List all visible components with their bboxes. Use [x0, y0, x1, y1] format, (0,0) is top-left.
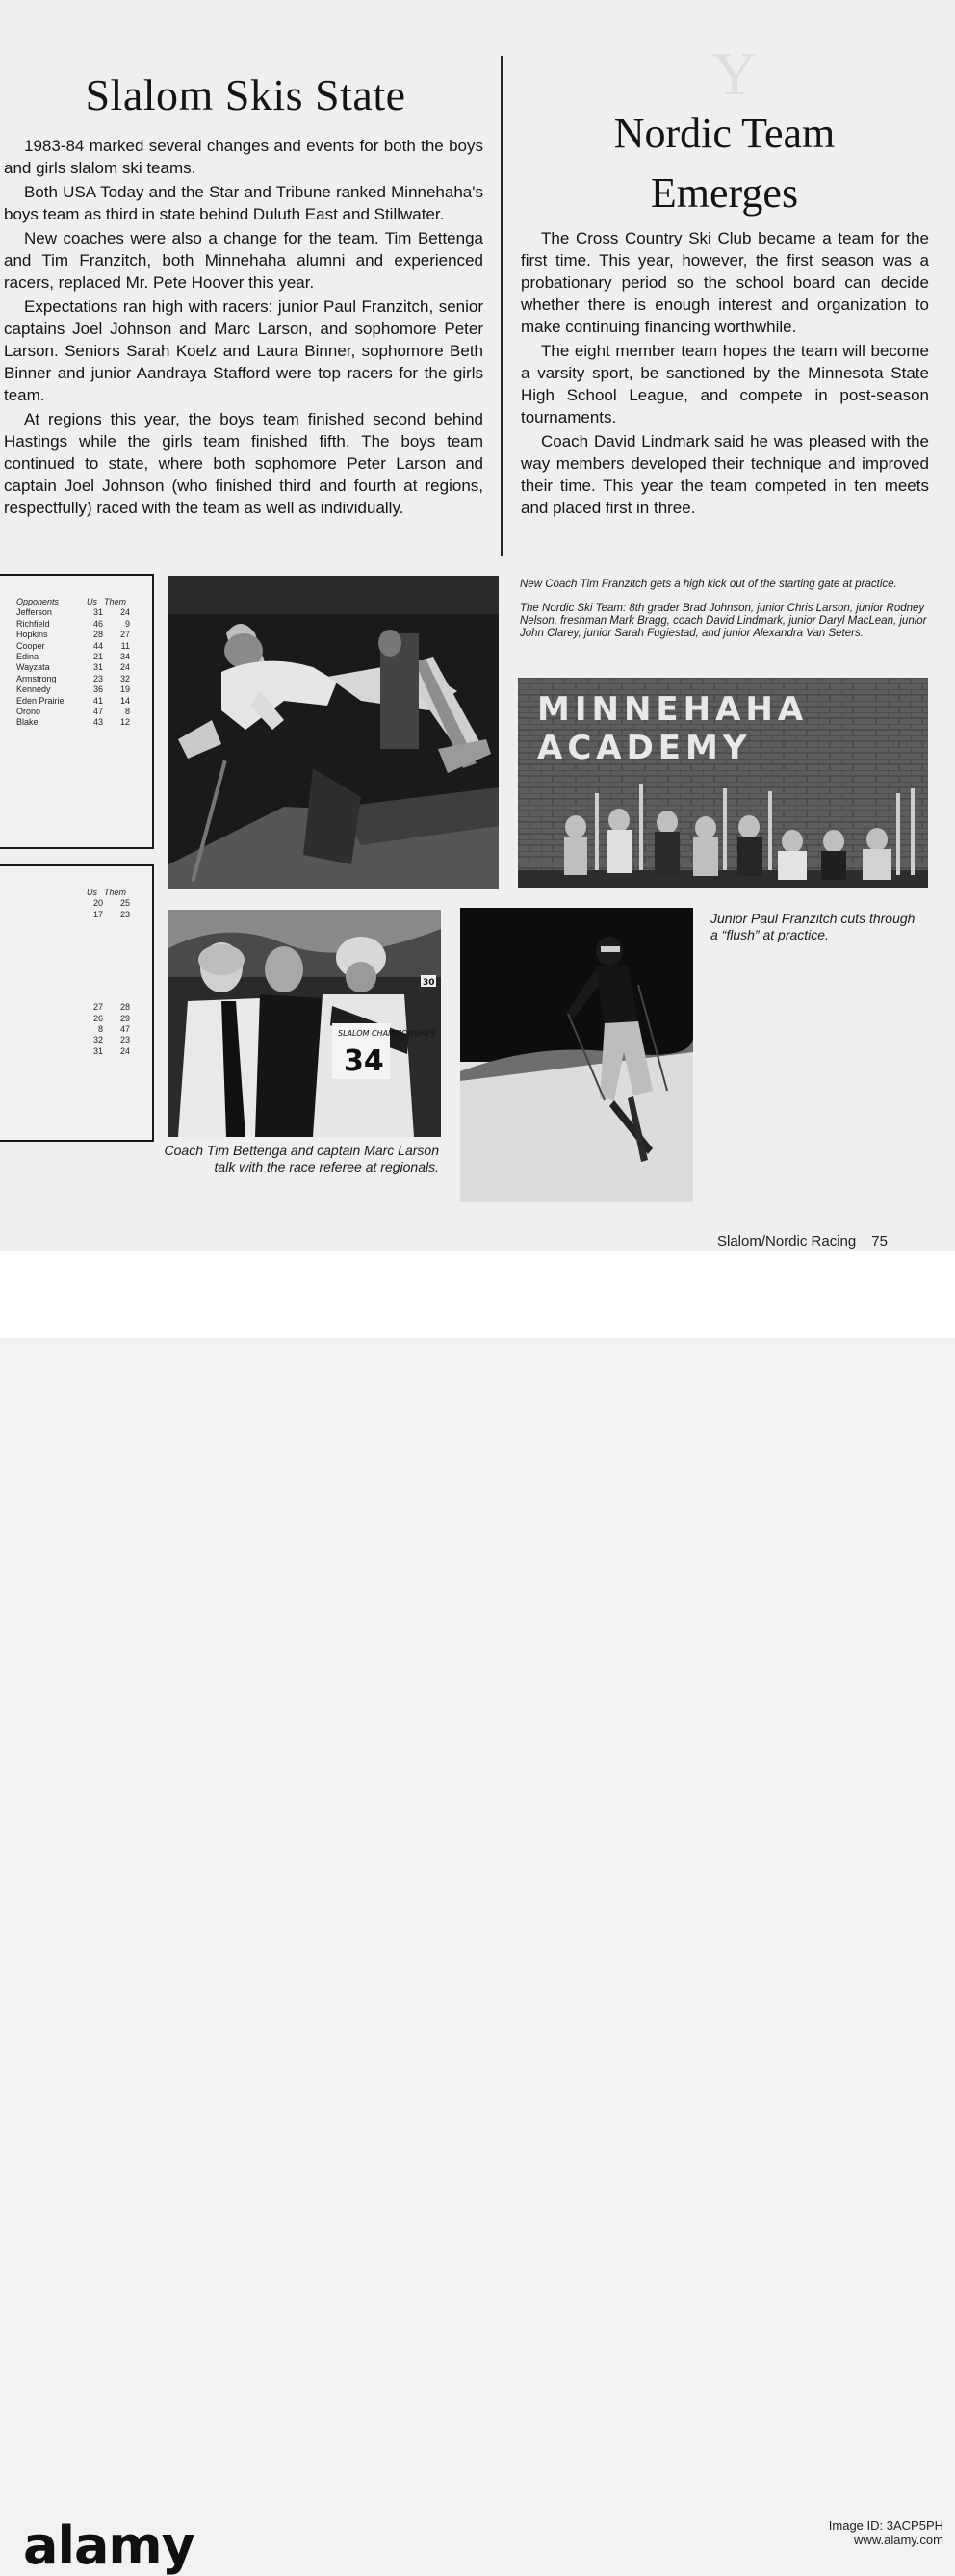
score-us: 21	[92, 651, 103, 661]
column-divider	[501, 56, 503, 556]
score-us: 44	[92, 640, 103, 651]
gate-number: 30	[423, 978, 435, 988]
site-url: www.alamy.com	[854, 2533, 943, 2547]
score-them: 23	[119, 909, 130, 919]
score-us: 36	[92, 684, 103, 695]
slalom-paragraph: New coaches were also a change for the team. Tim Bettenga and Tim Franzitch, both Minnehaha alumni and experienced racers, replaced Mr. Pete Hoover this year.	[4, 229, 483, 292]
bib-number: 34	[344, 1044, 384, 1078]
score-them: 24	[119, 1045, 130, 1056]
bleed-through-text: Y	[712, 39, 758, 108]
score-them: 25	[119, 898, 130, 909]
opponent-name: Edina	[16, 651, 39, 661]
header-them: Them	[104, 597, 127, 606]
opponent-name: Blake	[16, 717, 39, 728]
caption-franzitch: Junior Paul Franzitch cuts through a “flush” at practice.	[710, 911, 916, 942]
photo-nordic-team	[518, 678, 928, 888]
slalom-paragraph: Both USA Today and the Star and Tribune ranked Minnehaha's boys team as third in state behind Duluth East and Stillwater.	[4, 183, 483, 223]
schedule-row	[0, 607, 152, 618]
schedule-rows	[0, 607, 152, 728]
header-us: Us	[87, 888, 97, 897]
score-us: 43	[92, 717, 103, 728]
score-us: 32	[92, 1035, 103, 1045]
schedule-row	[0, 652, 152, 662]
headline-nordic-line1: Nordic Team	[613, 110, 836, 157]
schedule-row	[0, 707, 152, 717]
scoreboard-slalom	[0, 574, 154, 849]
header-opponents: Opponents	[16, 597, 60, 606]
score-them: 11	[120, 640, 130, 651]
nordic-paragraph: The Cross Country Ski Club became a team for the first time. This year, however, the first season was a probationary period so the school board can decide whether there is enough interest and organization to make continuing financing worthwhile.	[521, 229, 929, 336]
alamy-logo: alamy	[23, 2515, 194, 2576]
schedule-table	[0, 576, 152, 729]
page-footer	[717, 1233, 888, 1249]
image-id: Image ID: 3ACP5PH	[828, 2518, 943, 2533]
sign-text-line2: ACADEMY	[537, 729, 752, 767]
score-them: 23	[119, 1035, 130, 1045]
score-us: 20	[92, 898, 103, 909]
score-them: 14	[119, 695, 130, 706]
score-them: 34	[119, 651, 130, 661]
schedule-row	[0, 630, 152, 640]
schedule-row	[0, 1046, 152, 1057]
schedule-row	[0, 898, 152, 909]
score-them: 24	[119, 662, 130, 673]
opponent-name: Armstrong	[16, 673, 57, 683]
caption-nordic-team: The Nordic Ski Team: 8th grader Brad Johnson, junior Chris Larson, junior Rodney Nelson, freshman Mark Bragg, coach David Lindmark, junior Daryl MacLean, junior John Clarey, junior Sarah Fugiestad, and junior Alexandra Van Seters.	[520, 603, 927, 639]
score-them: 47	[119, 1023, 130, 1034]
score-us: 47	[92, 706, 103, 716]
photo-referee-talk	[168, 910, 441, 1137]
headline-slalom: Slalom Skis State	[85, 70, 406, 119]
schedule-row	[0, 619, 152, 630]
photo-franzitch-skiing	[460, 908, 693, 1202]
score-them: 24	[119, 607, 130, 618]
score-us: 23	[92, 673, 103, 683]
schedule-row	[0, 1002, 152, 1013]
nordic-paragraph: The eight member team hopes the team will become a varsity sport, be sanctioned by the Minnesota State High School League, and compete in post-season tournaments.	[521, 342, 929, 426]
score-them: 29	[119, 1013, 130, 1023]
score-us: 31	[92, 1045, 103, 1056]
opponent-name: Jefferson	[16, 607, 52, 618]
score-us: 41	[92, 695, 103, 706]
schedule-header	[0, 888, 152, 898]
schedule-row	[0, 662, 152, 673]
score-us: 8	[97, 1023, 103, 1034]
opponent-name: Kennedy	[16, 684, 51, 695]
opponent-name: Hopkins	[16, 630, 48, 640]
score-them: 19	[119, 684, 130, 695]
caption-coach-kick: New Coach Tim Franzitch gets a high kick out of the starting gate at practice.	[520, 579, 897, 590]
header-them: Them	[104, 888, 127, 897]
opponent-name: Cooper	[16, 640, 45, 651]
opponent-name: Eden Prairie	[16, 695, 65, 706]
score-them: 12	[119, 717, 130, 728]
score-us: 28	[92, 630, 103, 640]
image-id-block	[684, 2518, 943, 2547]
score-us: 17	[92, 909, 103, 919]
score-them: 8	[124, 706, 130, 716]
yearbook-page	[0, 0, 955, 1251]
score-us: 27	[92, 1002, 103, 1013]
schedule-row	[0, 1014, 152, 1024]
headline-nordic-line2: Emerges	[650, 169, 799, 217]
slalom-paragraph: 1983-84 marked several changes and events for both the boys and girls slalom ski teams.	[4, 137, 483, 177]
schedule-row	[0, 717, 152, 728]
schedule-row	[0, 910, 152, 920]
scoreboard-nordic	[0, 864, 154, 1142]
score-them: 27	[119, 630, 130, 640]
bib-text: SLALOM CHAMPIONSHIPS	[338, 1029, 436, 1038]
slalom-paragraph: Expectations ran high with racers: junior Paul Franzitch, senior captains Joel Johnson and Marc Larson, and sophomore Peter Larson. Seniors Sarah Koelz and Laura Binner, sophomore Beth Binner and junior Aandraya Stafford were top racers for the girls team.	[4, 297, 483, 404]
schedule-row	[0, 696, 152, 707]
schedule-row	[0, 674, 152, 684]
nordic-article	[521, 227, 929, 521]
score-them: 9	[124, 618, 130, 629]
schedule-row	[0, 684, 152, 695]
caption-referee: Coach Tim Bettenga and captain Marc Larson talk with the race referee at regionals.	[164, 1143, 439, 1174]
photo-starting-gate	[168, 576, 499, 889]
opponent-name: Orono	[16, 706, 41, 716]
schedule-row	[0, 1024, 152, 1035]
slalom-article	[4, 135, 483, 521]
opponent-name: Richfield	[16, 618, 50, 629]
schedule-table	[0, 866, 152, 1057]
sign-text-line1: MINNEHAHA	[537, 690, 809, 729]
schedule-row	[0, 641, 152, 652]
watermark-strip	[0, 1251, 955, 2576]
score-them: 28	[119, 1002, 130, 1013]
page-number: 75	[871, 1233, 888, 1249]
score-us: 26	[92, 1013, 103, 1023]
score-us: 46	[92, 618, 103, 629]
schedule-rows	[0, 1002, 152, 1057]
score-us: 31	[92, 607, 103, 618]
score-them: 32	[119, 673, 130, 683]
opponent-name: Wayzata	[16, 662, 50, 673]
schedule-row	[0, 1035, 152, 1045]
header-us: Us	[87, 597, 97, 606]
nordic-paragraph: Coach David Lindmark said he was pleased with the way members developed their technique and improved their time. This year the team competed in ten meets and placed first in three.	[521, 432, 929, 517]
schedule-rows	[0, 898, 152, 920]
section-name: Slalom/Nordic Racing	[717, 1233, 857, 1249]
headline-nordic	[520, 104, 929, 223]
slalom-paragraph: At regions this year, the boys team finished second behind Hastings while the girls team finished fifth. The boys team continued to state, where both sophomore Peter Larson and captain Joel Johnson (who finished third and fourth at regions, respectfully) raced with the team as well as individually.	[4, 410, 483, 517]
score-us: 31	[92, 662, 103, 673]
schedule-header	[0, 597, 152, 607]
